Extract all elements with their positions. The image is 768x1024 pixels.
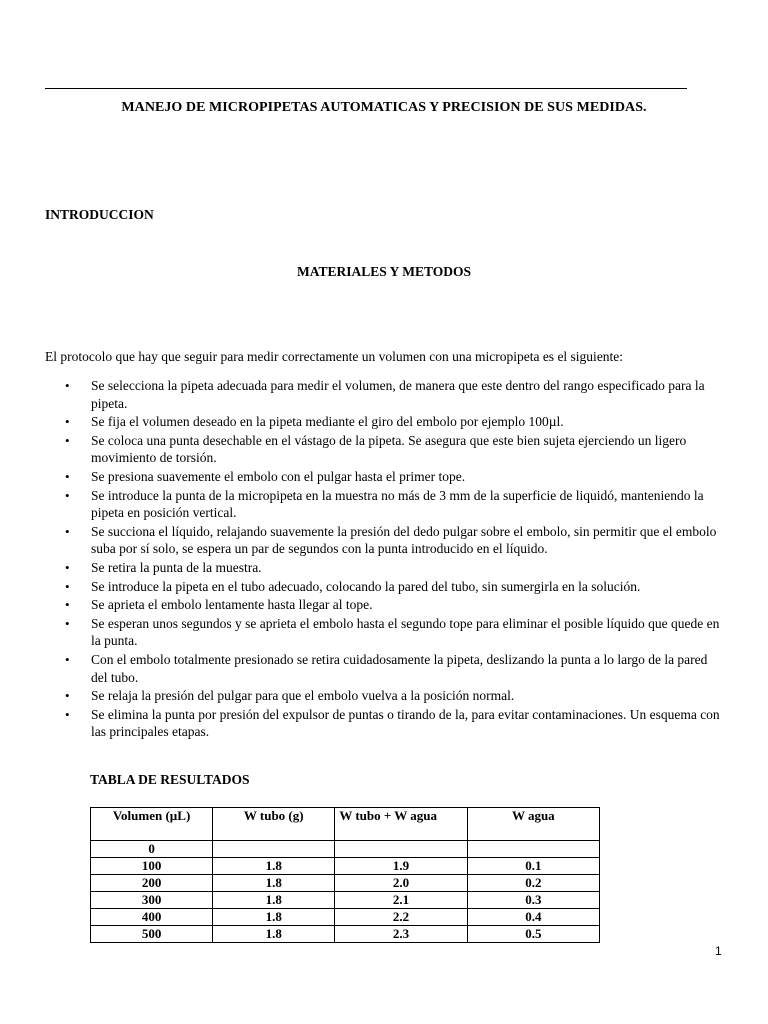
list-item-text: Se introduce la pipeta en el tubo adecuado, colocando la pared del tubo, sin sumergirla en la solución. [91,578,641,594]
table-cell: 200 [91,875,213,892]
table-cell: 1.8 [213,892,335,909]
table-cell: 300 [91,892,213,909]
page-number: 1 [715,944,722,958]
list-item [45,432,725,467]
table-header-row [91,808,600,841]
bullet-icon: • [65,414,70,430]
column-header-w-tubo-agua: W tubo + W agua [335,808,467,841]
column-header-volumen: Volumen (µL) [91,808,213,841]
table-heading: TABLA DE RESULTADOS [90,772,250,787]
table-cell: 1.8 [213,926,335,943]
list-item [45,706,725,741]
bullet-icon: • [65,615,70,631]
list-item [45,559,725,577]
list-item-text: Se coloca una punta desechable en el vástago de la pipeta. Se asegura que este bien sujeta ejerciendo un ligero movimiento de torsión. [91,432,687,466]
bullet-icon: • [65,468,70,484]
table-cell: 0.2 [467,875,599,892]
table-cell: 100 [91,858,213,875]
table-cell: 2.3 [335,926,467,943]
document-title: MANEJO DE MICROPIPETAS AUTOMATICAS Y PRECISION DE SUS MEDIDAS. [121,100,647,115]
table-row [91,909,600,926]
table-cell: 1.8 [213,858,335,875]
table-cell: 0.1 [467,858,599,875]
table-row [91,858,600,875]
list-item-text: Se elimina la punta por presión del expulsor de puntas o tirando de la, para evitar contaminaciones. Un esquema con las principales etapas. [91,706,720,740]
list-item-text: Se introduce la punta de la micropipeta en la muestra no más de 3 mm de la superficie de liquidó, manteniendo la pipeta en posición vertical. [91,487,704,521]
table-cell: 1.9 [335,858,467,875]
bullet-icon: • [65,487,70,503]
list-item-text: Se fija el volumen deseado en la pipeta mediante el giro del embolo por ejemplo 100µl. [91,414,564,430]
list-item [45,377,725,412]
list-item [45,578,725,596]
results-table [90,807,600,943]
table-cell: 2.2 [335,909,467,926]
table-cell [213,841,335,858]
table-row [91,892,600,909]
list-item-text: Se aprieta el embolo lentamente hasta llegar al tope. [91,597,373,613]
header-rule [45,88,687,89]
bullet-icon: • [65,651,70,667]
list-item-text: Se esperan unos segundos y se aprieta el embolo hasta el segundo tope para eliminar el posible líquido que quede en la punta. [91,615,720,649]
list-item-text: Se relaja la presión del pulgar para que el embolo vuelva a la posición normal. [91,688,515,704]
list-item [45,487,725,522]
table-cell: 0.4 [467,909,599,926]
table-cell [467,841,599,858]
bullet-icon: • [65,378,70,393]
table-cell: 400 [91,909,213,926]
table-cell [335,841,467,858]
table-cell: 2.0 [335,875,467,892]
list-item-text: Se presiona suavemente el embolo con el pulgar hasta el primer tope. [91,468,466,484]
list-item-text: Se retira la punta de la muestra. [91,559,262,575]
table-cell: 2.1 [335,892,467,909]
bullet-icon: • [65,706,70,722]
list-item [45,651,725,686]
table-row [91,875,600,892]
table-row [91,841,600,858]
bullet-icon: • [65,559,70,575]
list-item [45,523,725,558]
section-heading-introduccion: INTRODUCCION [45,207,154,222]
list-item-text: Se succiona el líquido, relajando suavemente la presión del dedo pulgar sobre el embolo, sin permitir que el embolo suba por sí solo, se espera un par de segundos con la punta introducido en el líquido. [91,523,717,557]
list-item-text: Se selecciona la pipeta adecuada para medir el volumen, de manera que este dentro del rango especificado para la pipeta. [91,378,705,411]
protocol-intro-text: El protocolo que hay que seguir para medir correctamente un volumen con una micropipeta es el siguiente: [45,349,624,364]
protocol-steps-list [45,377,725,742]
table-row [91,926,600,943]
bullet-icon: • [65,523,70,539]
table-cell: 500 [91,926,213,943]
table-cell: 0 [91,841,213,858]
column-header-w-tubo: W tubo (g) [213,808,335,841]
column-header-w-agua: W agua [467,808,599,841]
table-cell: 1.8 [213,875,335,892]
list-item [45,615,725,650]
bullet-icon: • [65,597,70,613]
table-cell: 0.5 [467,926,599,943]
list-item [45,413,725,431]
list-item-text: Con el embolo totalmente presionado se retira cuidadosamente la pipeta, deslizando la punta a lo largo de la pared del tubo. [91,651,708,685]
list-item [45,596,725,614]
bullet-icon: • [65,688,70,704]
section-heading-materiales: MATERIALES Y METODOS [296,264,472,279]
list-item [45,468,725,486]
bullet-icon: • [65,578,70,594]
table-cell: 0.3 [467,892,599,909]
list-item [45,687,725,705]
bullet-icon: • [65,432,70,448]
table-cell: 1.8 [213,909,335,926]
